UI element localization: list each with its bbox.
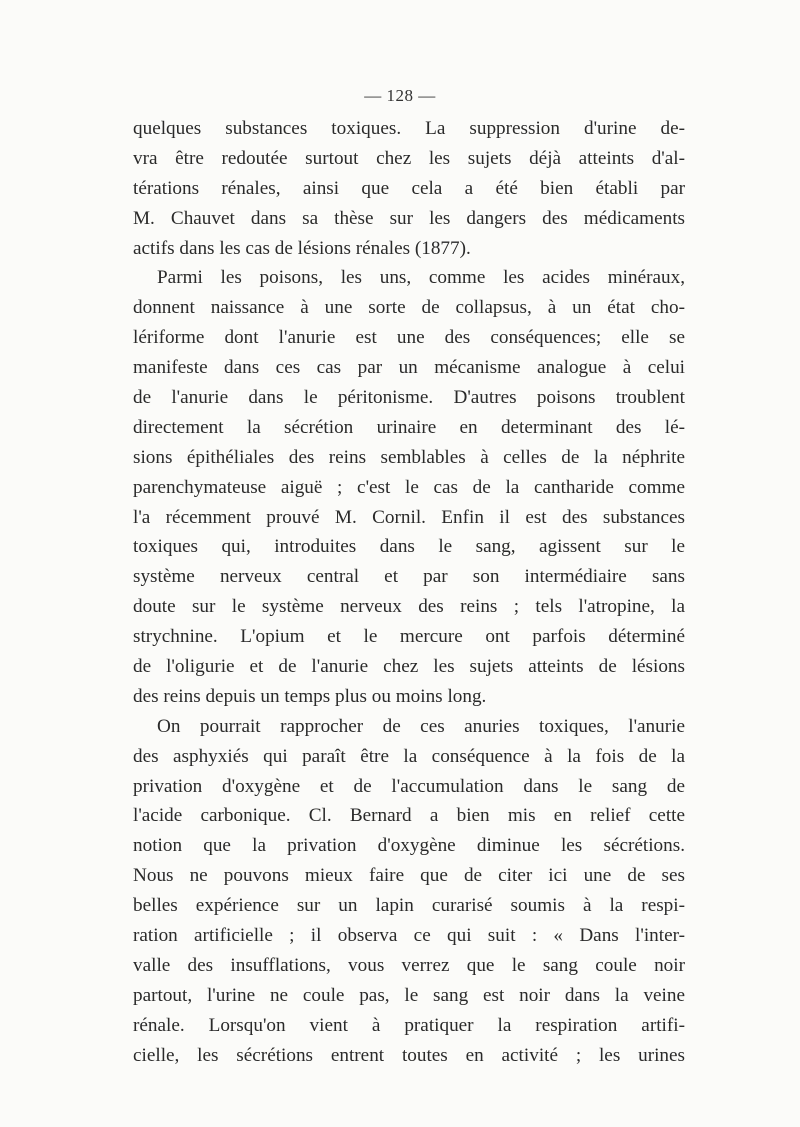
- text-line: actifs dans les cas de lésions rénales (1877).: [133, 237, 471, 259]
- text-line: On pourrait rapprocher de ces anuries toxiques, l'anurie: [157, 715, 685, 737]
- text-line: l'a récemment prouvé M. Cornil. Enfin il est des substances: [133, 506, 685, 528]
- text-line: toxiques qui, introduites dans le sang, agissent sur le: [133, 536, 685, 558]
- text-line: des asphyxiés qui paraît être la conséquence à la fois de la: [133, 745, 685, 767]
- text-line: doute sur le système nerveux des reins ; tels l'atropine, la: [133, 596, 685, 618]
- text-line: des reins depuis un temps plus ou moins long.: [133, 685, 487, 707]
- text-line: ration artificielle ; il observa ce qui suit : « Dans l'inter-: [133, 925, 685, 947]
- text-line: vra être redoutée surtout chez les sujets déjà atteints d'al-: [133, 147, 685, 169]
- text-line: donnent naissance à une sorte de collapsus, à un état cho-: [133, 297, 685, 319]
- text-line: de l'oligurie et de l'anurie chez les sujets atteints de lésions: [133, 656, 685, 678]
- text-line: rénale. Lorsqu'on vient à pratiquer la respiration artifi-: [133, 1014, 685, 1036]
- body-text: [133, 114, 685, 1071]
- text-line: privation d'oxygène et de l'accumulation dans le sang de: [133, 775, 685, 797]
- text-line: cielle, les sécrétions entrent toutes en activité ; les urines: [133, 1044, 685, 1066]
- text-line: manifeste dans ces cas par un mécanisme analogue à celui: [133, 357, 685, 379]
- text-line: Parmi les poisons, les uns, comme les acides minéraux,: [157, 267, 685, 289]
- text-line: système nerveux central et par son intermédiaire sans: [133, 566, 685, 588]
- text-line: térations rénales, ainsi que cela a été bien établi par: [133, 177, 685, 199]
- text-line: partout, l'urine ne coule pas, le sang est noir dans la veine: [133, 984, 685, 1006]
- text-line: lériforme dont l'anurie est une des conséquences; elle se: [133, 327, 685, 349]
- text-line: quelques substances toxiques. La suppression d'urine de-: [133, 118, 685, 139]
- text-line: valle des insufflations, vous verrez que le sang coule noir: [133, 954, 685, 976]
- text-line: strychnine. L'opium et le mercure ont parfois déterminé: [133, 626, 685, 648]
- text-line: directement la sécrétion urinaire en determinant des lé-: [133, 416, 685, 438]
- text-line: parenchymateuse aiguë ; c'est le cas de la cantharide comme: [133, 476, 685, 498]
- text-line: Nous ne pouvons mieux faire que de citer ici une de ses: [133, 865, 685, 887]
- text-line: sions épithéliales des reins semblables à celles de la néphrite: [133, 446, 685, 468]
- text-line: l'acide carbonique. Cl. Bernard a bien mis en relief cette: [133, 805, 685, 827]
- text-line: M. Chauvet dans sa thèse sur les dangers des médicaments: [133, 207, 685, 229]
- text-line: de l'anurie dans le péritonisme. D'autres poisons troublent: [133, 387, 685, 409]
- text-line: notion que la privation d'oxygène diminue les sécrétions.: [133, 835, 685, 857]
- text-line: belles expérience sur un lapin curarisé soumis à la respi-: [133, 895, 685, 917]
- page-number: — 128 —: [364, 86, 436, 105]
